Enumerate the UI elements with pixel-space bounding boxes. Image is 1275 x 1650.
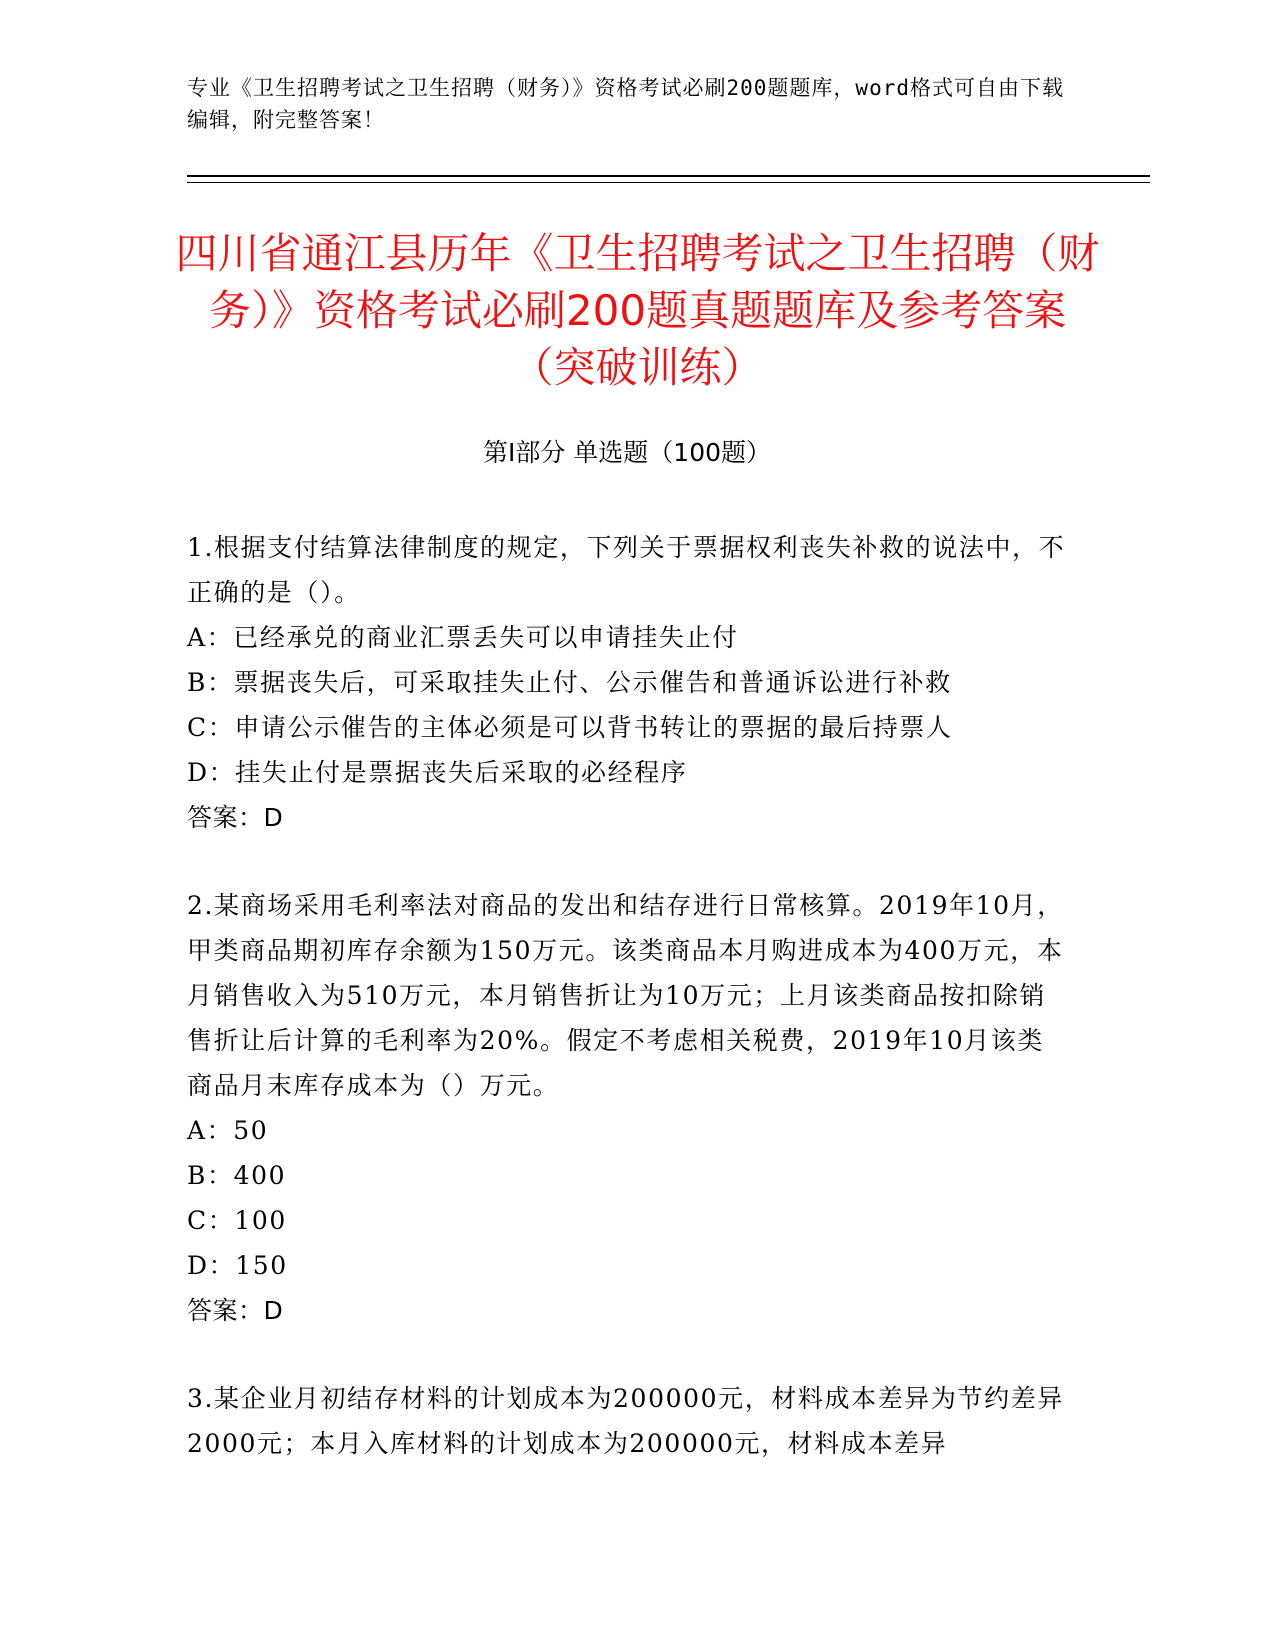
section-heading: 第Ⅰ部分 单选题（100题） [482, 438, 772, 467]
option-b: B：票据丧失后，可采取挂失止付、公示催告和普通诉讼进行补救 [187, 668, 952, 697]
option-b: B：400 [187, 1161, 287, 1190]
option-c: C：申请公示催告的主体必须是可以背书转让的票据的最后持票人 [187, 713, 953, 742]
question-1 [187, 525, 1067, 840]
question-2 [187, 883, 1067, 1333]
question-stem: 1.根据支付结算法律制度的规定，下列关于票据权利丧失补救的说法中，不正确的是（）。 [187, 533, 1066, 607]
answer-line: 答案：D [187, 1296, 284, 1325]
answer-line: 答案：D [187, 803, 284, 832]
question-stem: 3.某企业月初结存材料的计划成本为200000元，材料成本差异为节约差异2000元；本月入库材料的计划成本为200000元，材料成本差异 [187, 1384, 1064, 1458]
header-note: 专业《卫生招聘考试之卫生招聘（财务）》资格考试必刷200题题库，word格式可自由下载编辑，附完整答案！ [187, 76, 1064, 132]
header-rule-thick [187, 175, 1150, 177]
question-3 [187, 1376, 1067, 1466]
document-title: 四川省通江县历年《卫生招聘考试之卫生招聘（财务）》资格考试必刷200题真题题库及参考答案（突破训练） [175, 229, 1100, 392]
question-list [187, 525, 1067, 1509]
option-d: D：150 [187, 1251, 288, 1280]
option-d: D：挂失止付是票据丧失后采取的必经程序 [187, 758, 688, 787]
question-stem: 2.某商场采用毛利率法对商品的发出和结存进行日常核算。2019年10月，甲类商品期初库存余额为150万元。该类商品本月购进成本为400万元，本月销售收入为510万元，本月销售折让为10万元；上月该类商品按扣除销售折让后计算的毛利率为20%。假定不考虑相关税费，2019年10月该类商品月末库存成本为（）万元。 [187, 891, 1064, 1100]
header-rule-thin [187, 182, 1150, 183]
option-a: A：已经承兑的商业汇票丢失可以申请挂失止付 [187, 623, 739, 652]
option-a: A：50 [187, 1116, 269, 1145]
option-c: C：100 [187, 1206, 287, 1235]
